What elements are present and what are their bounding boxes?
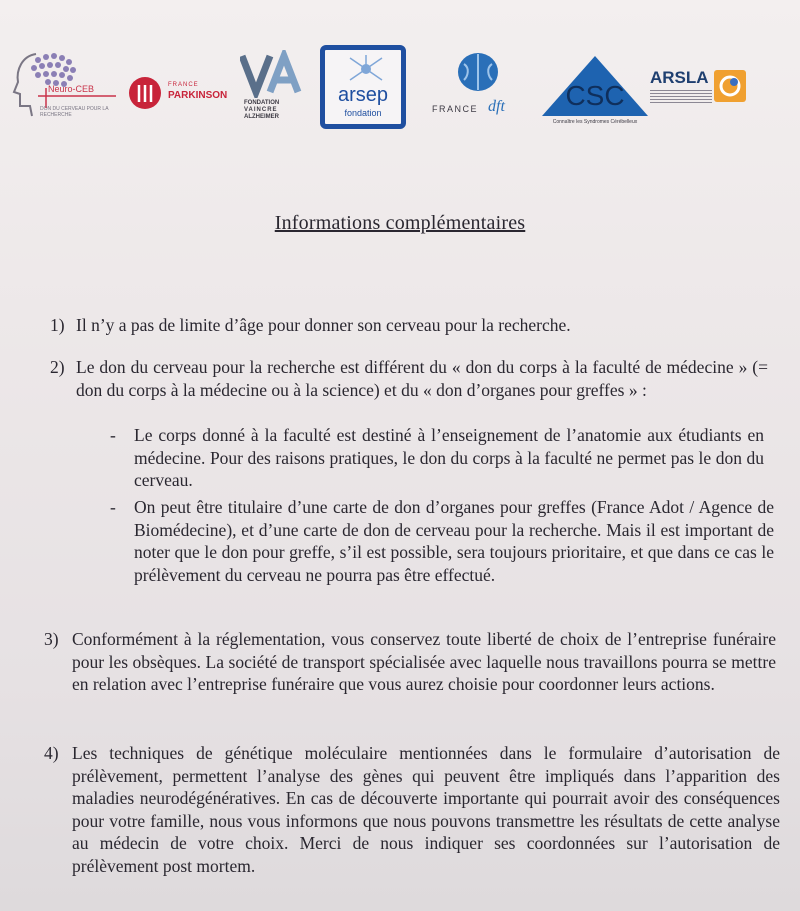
csc-name: CSC [565, 80, 625, 111]
item-number: 4) [44, 743, 59, 763]
bullet-text: On peut être titulaire d’une carte de don d’organes pour greffes (France Adot / Agence de Biomédecine), et d’une carte de don de cerveau pour la recherche. Mais il est important de noter que le don pour greffe, s’il est possible, sera toujours prioritaire, et que dans ce cas le prélèvement du cerveau ne pourra pas être effectué. [134, 497, 774, 585]
arsep-logo [320, 45, 406, 129]
france-dft-logo [432, 50, 524, 120]
neuron-icon [346, 54, 386, 84]
parkinson-emblem-icon [128, 76, 162, 110]
arsep-sub: fondation [344, 108, 382, 118]
neuroceb-logo [8, 48, 120, 128]
arsla-emblem-icon [714, 70, 746, 102]
item-text: Conformément à la réglementation, vous conservez toute liberté de choix de l’entreprise funéraire pour les obsèques. La société de transport spécialisée avec laquelle nous travaillons pourra se mettre en relation avec l’entreprise funéraire que vous aurez choisie pour coordonner leurs actions. [72, 629, 776, 694]
france-parkinson-logo [128, 76, 236, 112]
item-text: Les techniques de génétique moléculaire mentionnées dans le formulaire d’autorisation de prélèvement, permettent l’analyse des gènes qui peuvent être impliqués dans l’apparition des maladies neurodégénératives. En cas de découverte importante qui pourrait avoir des conséquences pour votre famille, nous vous informons que nous pouvons transmettre les résultats de cette analyse au médecin de votre choix. Merci de nous indiquer ses coordonnées sur l’autorisation de prélèvement post mortem. [72, 743, 780, 876]
arsep-name: arsep [337, 84, 389, 106]
arsla-text-lines [650, 90, 712, 104]
page-title: Informations complémentaires [274, 212, 526, 234]
logo-bar [0, 40, 800, 135]
item-text: Il n’y a pas de limite d’âge pour donner son cerveau pour la recherche. [76, 315, 571, 335]
arsla-name: ARSLA [650, 68, 709, 87]
brain-icon [456, 50, 500, 94]
france-dft-suffix: dft [488, 98, 505, 115]
france-dft-name: FRANCE [432, 104, 479, 114]
bullet-marker: - [110, 497, 116, 517]
vaincre-line1: FONDATION [244, 100, 280, 106]
csc-tagline: Connaître les Syndromes Cérébelleux [552, 119, 638, 125]
parkinson-name: PARKINSON [168, 90, 228, 101]
item-number: 1) [50, 315, 65, 335]
neuroceb-name: Neuro-CEB [48, 84, 95, 94]
va-letters-icon [240, 50, 304, 98]
item-number: 3) [44, 629, 59, 649]
item-number: 2) [50, 357, 65, 377]
fondation-vaincre-alzheimer-logo [240, 50, 304, 130]
vaincre-line3: ALZHEIMER [244, 114, 279, 120]
item-text: Le don du cerveau pour la recherche est différent du « don du corps à la faculté de médecine » (= don du corps à la médecine ou à la science) et du « don d’organes pour greffes » : [76, 357, 768, 400]
arsla-logo [650, 68, 750, 118]
csc-logo [540, 54, 650, 128]
bullet-marker: - [110, 425, 116, 445]
neuroceb-tagline: DON DU CERVEAU POUR LA RECHERCHE [40, 106, 109, 118]
vaincre-line2: VAINCRE [244, 107, 278, 113]
bullet-text: Le corps donné à la faculté est destiné à l’enseignement de l’anatomie aux étudiants en médecine. Pour des raisons pratiques, le don du corps à la faculté ne permet pas le don du cerveau. [134, 425, 764, 490]
parkinson-top: FRANCE [168, 82, 199, 88]
